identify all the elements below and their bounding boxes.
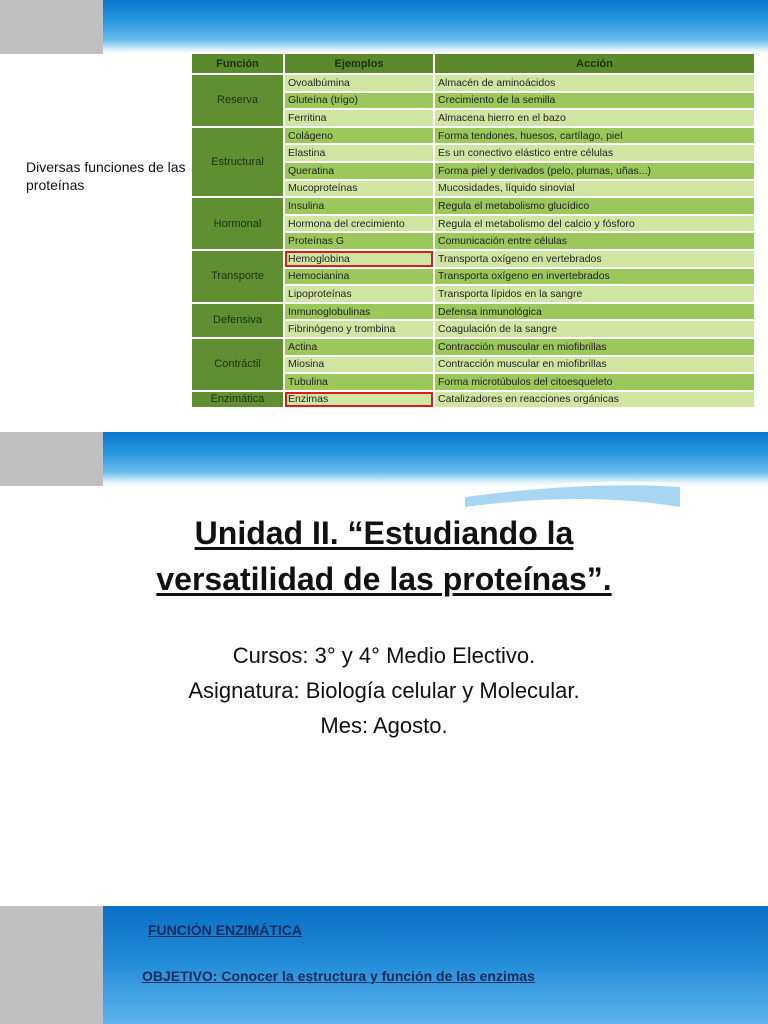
unit-title bbox=[0, 510, 768, 602]
slide-header-band bbox=[0, 432, 768, 486]
slide-header-band bbox=[0, 0, 768, 54]
example-cell: Inmunoglobulinas bbox=[284, 303, 434, 321]
action-cell: Forma piel y derivados (pelo, plumas, uñas...) bbox=[434, 162, 755, 180]
function-cell: Reserva bbox=[191, 74, 284, 127]
header-gray-block bbox=[0, 432, 103, 486]
example-cell: Insulina bbox=[284, 197, 434, 215]
action-cell: Es un conectivo elástico entre células bbox=[434, 144, 755, 162]
function-cell: Estructural bbox=[191, 127, 284, 197]
example-cell: Hormona del crecimiento bbox=[284, 215, 434, 233]
example-cell: Mucoproteínas bbox=[284, 180, 434, 198]
slide-protein-functions bbox=[0, 0, 768, 428]
example-cell: Ferritina bbox=[284, 109, 434, 127]
example-cell: Gluteína (trigo) bbox=[284, 92, 434, 110]
table-row bbox=[191, 127, 755, 145]
unit-title-line1: Unidad II. “Estudiando la bbox=[194, 515, 574, 551]
action-cell: Transporta oxígeno en invertebrados bbox=[434, 268, 755, 286]
slide-unit-title bbox=[0, 432, 768, 898]
action-cell: Catalizadores en reacciones orgánicas bbox=[434, 391, 755, 409]
example-cell: Hemoglobina bbox=[284, 250, 434, 268]
action-cell: Transporta oxígeno en vertebrados bbox=[434, 250, 755, 268]
column-header-accion: Acción bbox=[434, 53, 755, 74]
side-caption: Diversas funciones de las proteínas bbox=[26, 159, 186, 193]
course-asignatura: Asignatura: Biología celular y Molecular. bbox=[188, 678, 580, 703]
function-cell: Defensiva bbox=[191, 303, 284, 338]
example-cell: Fibrinógeno y trombina bbox=[284, 320, 434, 338]
course-cursos: Cursos: 3° y 4° Medio Electivo. bbox=[232, 643, 536, 668]
table-row bbox=[191, 197, 755, 215]
function-cell: Enzimática bbox=[191, 391, 284, 409]
action-cell: Defensa inmunológica bbox=[434, 303, 755, 321]
example-cell: Lipoproteínas bbox=[284, 285, 434, 303]
table-row bbox=[191, 338, 755, 356]
course-info bbox=[0, 638, 768, 743]
header-gray-block bbox=[0, 0, 103, 54]
action-cell: Transporta lípidos en la sangre bbox=[434, 285, 755, 303]
column-header-funcion: Función bbox=[191, 53, 284, 74]
header-swoosh-decoration bbox=[465, 479, 765, 507]
action-cell: Comunicación entre células bbox=[434, 232, 755, 250]
function-cell: Hormonal bbox=[191, 197, 284, 250]
example-cell: Tubulina bbox=[284, 373, 434, 391]
action-cell: Regula el metabolismo del calcio y fósforo bbox=[434, 215, 755, 233]
column-header-ejemplos: Ejemplos bbox=[284, 53, 434, 74]
example-cell: Proteínas G bbox=[284, 232, 434, 250]
header-blue-band bbox=[103, 432, 768, 486]
example-cell: Ovoalbúmina bbox=[284, 74, 434, 92]
action-cell: Forma tendones, huesos, cartílago, piel bbox=[434, 127, 755, 145]
protein-functions-table bbox=[190, 52, 756, 409]
table-body bbox=[191, 74, 755, 408]
table-row bbox=[191, 391, 755, 409]
slide-enzymatic-function bbox=[0, 906, 768, 1024]
action-cell: Almacén de aminoácidos bbox=[434, 74, 755, 92]
table-row bbox=[191, 74, 755, 92]
action-cell: Regula el metabolismo glucídico bbox=[434, 197, 755, 215]
action-cell: Crecimiento de la semilla bbox=[434, 92, 755, 110]
example-cell: Miosina bbox=[284, 356, 434, 374]
table-row bbox=[191, 250, 755, 268]
action-cell: Mucosidades, líquido sinovial bbox=[434, 180, 755, 198]
example-cell: Queratina bbox=[284, 162, 434, 180]
table-header-row bbox=[191, 53, 755, 74]
example-cell: Colágeno bbox=[284, 127, 434, 145]
example-cell: Hemocianina bbox=[284, 268, 434, 286]
example-cell: Elastina bbox=[284, 144, 434, 162]
objective-text: OBJETIVO: Conocer la estructura y función de las enzimas bbox=[142, 968, 535, 984]
course-mes: Mes: Agosto. bbox=[320, 713, 448, 738]
action-cell: Coagulación de la sangre bbox=[434, 320, 755, 338]
header-gray-block bbox=[0, 906, 103, 1024]
header-blue-band bbox=[103, 0, 768, 54]
table-row bbox=[191, 303, 755, 321]
function-cell: Contráctil bbox=[191, 338, 284, 391]
action-cell: Forma microtúbulos del citoesqueleto bbox=[434, 373, 755, 391]
example-cell: Enzimas bbox=[284, 391, 434, 409]
function-cell: Transporte bbox=[191, 250, 284, 303]
action-cell: Contracción muscular en miofibrillas bbox=[434, 356, 755, 374]
unit-title-line2: versatilidad de las proteínas”. bbox=[156, 561, 612, 597]
enzymatic-function-title: FUNCIÓN ENZIMÁTICA bbox=[148, 922, 302, 938]
action-cell: Contracción muscular en miofibrillas bbox=[434, 338, 755, 356]
example-cell: Actina bbox=[284, 338, 434, 356]
action-cell: Almacena hierro en el bazo bbox=[434, 109, 755, 127]
